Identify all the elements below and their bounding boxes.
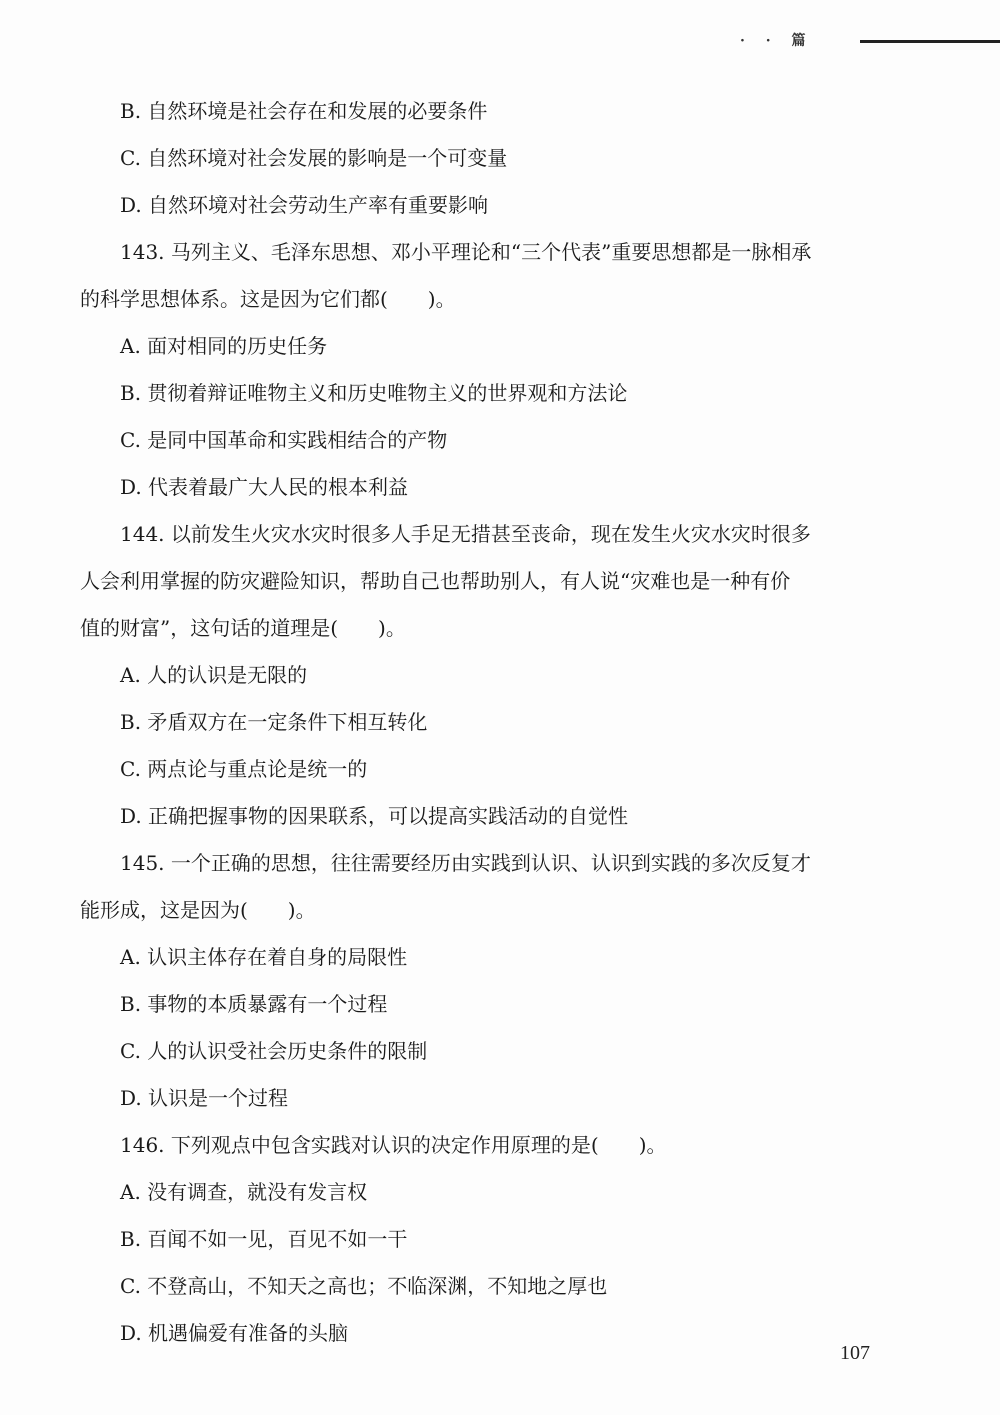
answer-option: C. 两点论与重点论是统一的 <box>120 757 368 781</box>
answer-option: D. 自然环境对社会劳动生产率有重要影响 <box>120 193 489 217</box>
answer-option: B. 百闻不如一见，百见不如一干 <box>120 1227 408 1251</box>
answer-option: D. 认识是一个过程 <box>120 1086 289 1110</box>
answer-option: C. 是同中国革命和实践相结合的产物 <box>120 428 448 452</box>
answer-option: C. 人的认识受社会历史条件的限制 <box>120 1039 428 1063</box>
answer-option: D. 机遇偏爱有准备的头脑 <box>120 1321 349 1345</box>
answer-option: A. 面对相同的历史任务 <box>120 334 328 358</box>
answer-option: B. 矛盾双方在一定条件下相互转化 <box>120 710 428 734</box>
answer-option: B. 自然环境是社会存在和发展的必要条件 <box>120 99 488 123</box>
answer-option: C. 不登高山，不知天之高也；不临深渊，不知地之厚也 <box>120 1274 608 1298</box>
question-text-line: 的科学思想体系。这是因为它们都( )。 <box>80 287 456 311</box>
question-text-line: 145. 一个正确的思想，往往需要经历由实践到认识、认识到实践的多次反复才 <box>120 851 811 875</box>
answer-option: A. 人的认识是无限的 <box>120 663 308 687</box>
answer-option: B. 贯彻着辩证唯物主义和历史唯物主义的世界观和方法论 <box>120 381 628 405</box>
question-text-line: 能形成，这是因为( )。 <box>80 898 316 922</box>
question-text-line: 143. 马列主义、毛泽东思想、邓小平理论和“三个代表”重要思想都是一脉相承 <box>120 240 812 264</box>
question-text-line: 人会利用掌握的防灾避险知识，帮助自己也帮助别人，有人说“灾难也是一种有价 <box>80 569 791 593</box>
question-content <box>80 88 900 1357</box>
answer-option: A. 没有调查，就没有发言权 <box>120 1180 368 1204</box>
answer-option: D. 正确把握事物的因果联系，可以提高实践活动的自觉性 <box>120 804 629 828</box>
question-text-line: 144. 以前发生火灾水灾时很多人手足无措甚至丧命，现在发生火灾水灾时很多 <box>120 522 811 546</box>
running-header <box>740 30 1000 50</box>
question-text-line: 值的财富”，这句话的道理是( )。 <box>80 616 406 640</box>
question-text-line: 146. 下列观点中包含实践对认识的决定作用原理的是( )。 <box>120 1133 667 1157</box>
answer-option: A. 认识主体存在着自身的局限性 <box>120 945 408 969</box>
page-number: 107 <box>840 1342 870 1364</box>
answer-option: D. 代表着最广大人民的根本利益 <box>120 475 409 499</box>
header-section-title: · · 篇 <box>740 33 814 49</box>
answer-option: C. 自然环境对社会发展的影响是一个可变量 <box>120 146 508 170</box>
header-rule <box>860 40 1000 43</box>
answer-option: B. 事物的本质暴露有一个过程 <box>120 992 388 1016</box>
